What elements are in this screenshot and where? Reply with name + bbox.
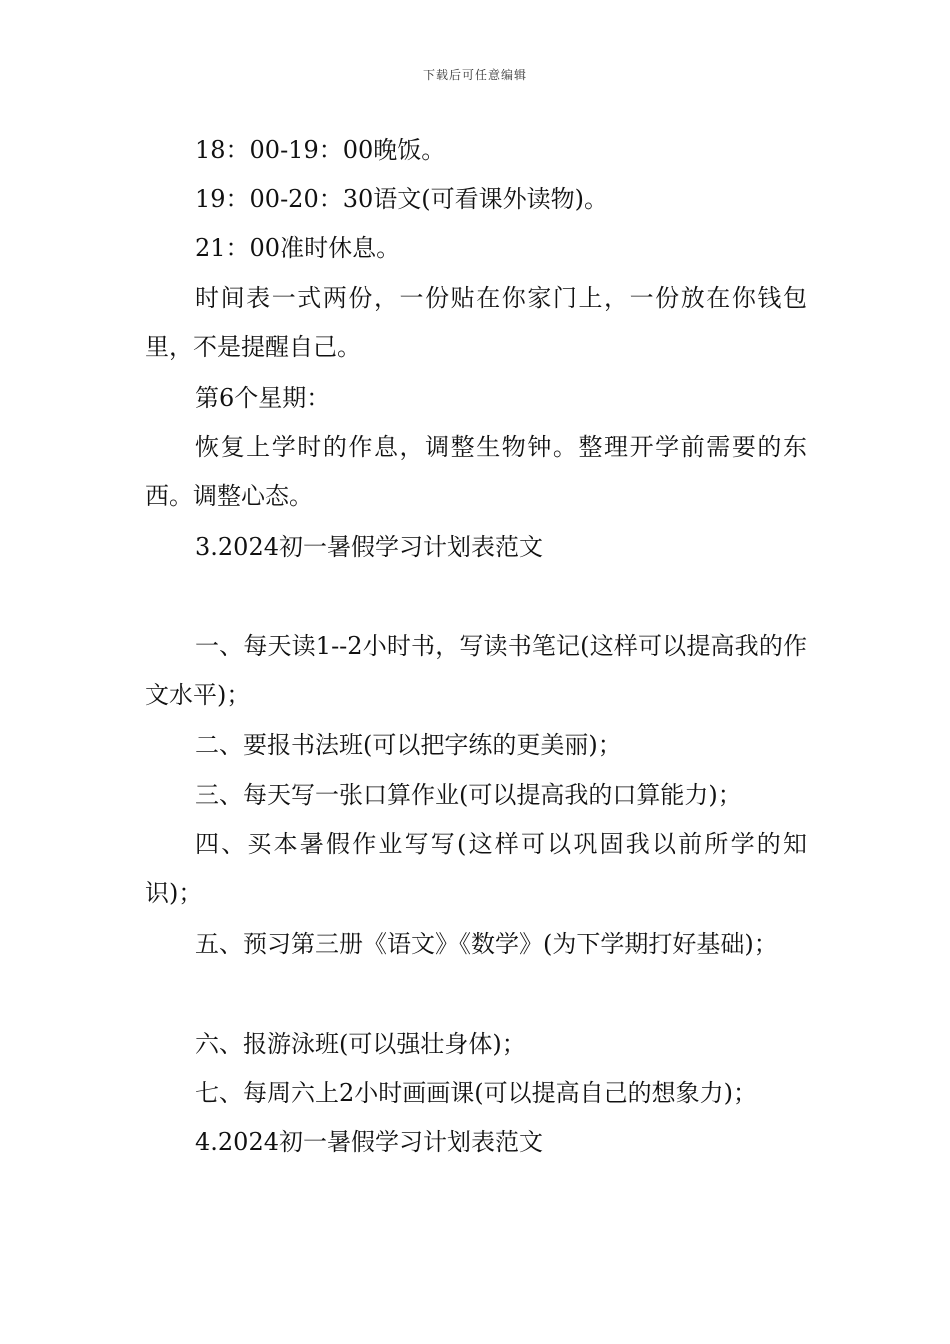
list-item-6: 六、报游泳班(可以强壮身体)； — [195, 1030, 526, 1058]
paragraph-chinese-time: 19：00-20：30语文(可看课外读物)。 — [195, 185, 608, 213]
list-item-2: 二、要报书法班(可以把字练的更美丽)； — [195, 731, 622, 759]
list-item-5: 五、预习第三册《语文》《数学》(为下学期打好基础)； — [195, 930, 778, 958]
section-heading-3: 3.2024初一暑假学习计划表范文 — [195, 533, 543, 561]
paragraph-timetable-note: 时间表一式两份，一份贴在你家门上，一份放在你钱包里，不是提醒自己。 — [145, 284, 807, 361]
page-header-note: 下载后可任意编辑 — [422, 68, 527, 82]
list-item-1: 一、每天读1--2小时书，写读书笔记(这样可以提高我的作文水平)； — [145, 632, 807, 709]
section-heading-4: 4.2024初一暑假学习计划表范文 — [195, 1128, 543, 1156]
paragraph-rest-time: 21：00准时休息。 — [195, 234, 401, 262]
list-item-4: 四、买本暑假作业写写(这样可以巩固我以前所学的知识)； — [145, 830, 807, 907]
paragraph-week-6-content: 恢复上学时的作息，调整生物钟。整理开学前需要的东西。调整心态。 — [145, 433, 807, 510]
list-item-3: 三、每天写一张口算作业(可以提高我的口算能力)； — [195, 781, 742, 809]
list-item-7: 七、每周六上2小时画画课(可以提高自己的想象力)； — [195, 1079, 757, 1107]
paragraph-dinner-time: 18：00-19：00晚饭。 — [195, 136, 446, 164]
paragraph-week-6-heading: 第6个星期： — [195, 384, 331, 412]
